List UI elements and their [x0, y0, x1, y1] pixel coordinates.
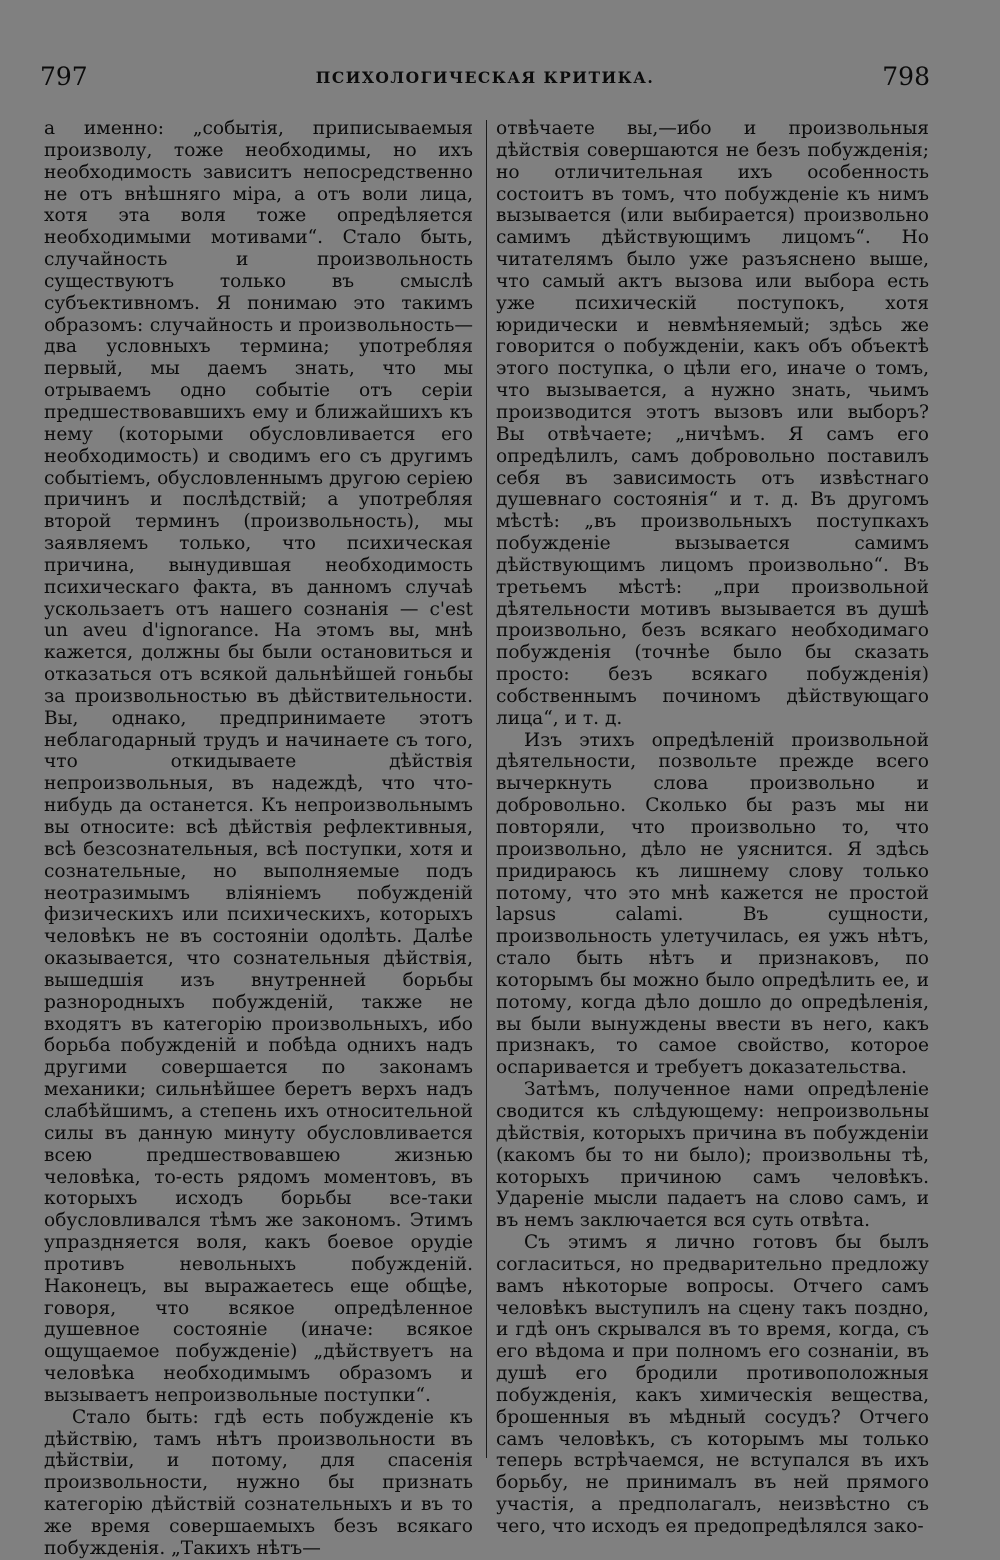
page-number-right: 798	[882, 62, 930, 91]
left-column	[44, 118, 473, 1560]
left-paragraph-2: Стало быть: гдѣ есть побужденіе къ дѣйствію, тамъ нѣтъ произвольности въ дѣйствіи, и потому, для спасенія произвольности, нужно бы признать категорію дѣйствій сознательныхъ и въ то же время совершаемыхъ безъ всякаго побужденія. „Такихъ нѣтъ—	[44, 1406, 473, 1559]
right-paragraph-3: Затѣмъ, полученное нами опредѣленіе сводится къ слѣдующему: непроизвольны дѣйствія, которыхъ причина въ побужденіи (какомъ бы то ни было); произвольны тѣ, которыхъ причиною самъ человѣкъ. Удареніе мысли падаетъ на слово самъ, и въ немъ заключается вся суть отвѣта.	[496, 1079, 929, 1232]
right-column	[496, 118, 929, 1538]
page-number-left: 797	[40, 62, 88, 91]
right-paragraph-2: Изъ этихъ опредѣленій произвольной дѣятельности, позвольте прежде всего вычеркнуть слова произвольно и добровольно. Сколько бы разъ мы ни повторяли, что произвольно то, что произвольно, дѣло не уяснится. Я здѣсь придираюсь къ лишнему слову только потому, что это мнѣ кажется не простой lapsus calami. Въ сущности, произвольность улетучилась, ея ужъ нѣтъ, стало быть нѣтъ и признаковъ, по которымъ бы можно было опредѣлить ее, и потому, когда дѣло дошло до опредѣленія, вы были вынуждены ввести въ него, какъ признакъ, то самое свойство, которое оспаривается и требуетъ доказательства.	[496, 729, 929, 1079]
page-header	[40, 62, 930, 102]
right-paragraph-4: Съ этимъ я лично готовъ бы былъ согласиться, но предварительно предложу вамъ нѣкоторые вопросы. Отчего самъ человѣкъ выступилъ на сцену такъ поздно, и гдѣ онъ скрывался въ то время, когда, съ его вѣдома и при полномъ его сознаніи, въ душѣ его бродили противоположныя побужденія, какъ химическія вещества, брошенныя въ мѣдный сосудъ? Отчего самъ человѣкъ, съ которымъ мы только теперь встрѣчаемся, не вступался въ ихъ борьбу, не принималъ въ ней прямого участія, а предполагалъ, неизвѣстно съ чего, что исходъ ея предопредѣлялся зако-	[496, 1232, 929, 1537]
running-title: ПСИХОЛОГИЧЕСКАЯ КРИТИКА.	[315, 68, 655, 87]
column-divider	[486, 120, 487, 1458]
right-paragraph-1: отвѣчаете вы,—ибо и произвольныя дѣйствія совершаются не безъ побужденія; но отличительная ихъ особенность состоитъ въ томъ, что побужденіе къ нимъ вызывается (или выбирается) произвольно самимъ дѣйствующимъ лицомъ“. Но читателямъ было уже разъяснено выше, что самый актъ вызова или выбора есть уже психическій поступокъ, хотя юридически и невмѣняемый; здѣсь же говорится о побужденіи, какъ объ объектѣ этого поступка, о цѣли его, иначе о томъ, что вызывается, а нужно знать, чьимъ производится этотъ вызовъ или выборъ? Вы отвѣчаете; „ничѣмъ. Я самъ его опредѣлилъ, самъ добровольно поставилъ себя въ зависимость отъ извѣстнаго душевнаго состоянія“ и т. д. Въ другомъ мѣстѣ: „въ произвольныхъ поступкахъ побужденіе вызывается самимъ дѣйствующимъ лицомъ произвольно“. Въ третьемъ мѣстѣ: „при произвольной дѣятельности мотивъ вызывается въ душѣ произвольно, безъ всякаго необходимаго побужденія (точнѣе было бы сказать просто: безъ всякаго побужденія) собственнымъ починомъ дѣйствующаго лица“, и т. д.	[496, 118, 929, 729]
left-paragraph-1: а именно: „событія, приписываемыя произволу, тоже необходимы, но ихъ необходимость зависитъ непосредственно не отъ внѣшняго міра, а отъ воли лица, хотя эта воля тоже опредѣляется необходимыми мотивами“. Стало быть, случайность и произвольность существуютъ только въ смыслѣ субъективномъ. Я понимаю это такимъ образомъ: случайность и произвольность—два условныхъ термина; употребляя первый, мы даемъ знать, что мы отрываемъ одно событіе отъ серіи предшествовавшихъ ему и ближайшихъ къ нему (которыми обусловливается его необходимость) и сводимъ его съ другимъ событіемъ, обусловленнымъ другою серіею причинъ и послѣдствій; а употребляя второй терминъ (произвольность), мы заявляемъ только, что психическая причина, вынудившая необходимость психическаго факта, въ данномъ случаѣ ускользаетъ отъ нашего сознанія — c'est un aveu d'ignorance. На этомъ вы, мнѣ кажется, должны бы были остановиться и отказаться отъ всякой дальнѣйшей гоньбы за произвольностью въ дѣйствительности. Вы, однако, предпринимаете этотъ неблагодарный трудъ и начинаете съ того, что откидываете дѣйствія непроизвольныя, въ надеждѣ, что что-нибудь да останется. Къ непроизвольнымъ вы относите: всѣ дѣйствія рефлективныя, всѣ безсознательныя, всѣ поступки, хотя и сознательные, но выполняемые подъ неотразимымъ вліяніемъ побужденій физическихъ или психическихъ, которыхъ человѣкъ не въ состояніи одолѣть. Далѣе оказывается, что сознательныя дѣйствія, вышедшія изъ внутренней борьбы разнородныхъ побужденій, также не входятъ въ категорію произвольныхъ, ибо борьба побужденій и побѣда однихъ надъ другими совершается по законамъ механики; сильнѣйшее беретъ верхъ надъ слабѣйшимъ, а степень ихъ относительной силы въ данную минуту обусловливается всею предшествовавшею жизнью человѣка, то-есть рядомъ моментовъ, въ которыхъ исходъ борьбы все-таки обусловливался тѣмъ же закономъ. Этимъ упраздняется воля, какъ боевое орудіе противъ невольныхъ побужденій. Наконецъ, вы выражаетесь еще общѣе, говоря, что всякое опредѣленное душевное состояніе (иначе: всякое ощущаемое побужденіе) „дѣйствуетъ на человѣка необходимымъ образомъ и вызываетъ непроизвольные поступки“.	[44, 118, 473, 1406]
